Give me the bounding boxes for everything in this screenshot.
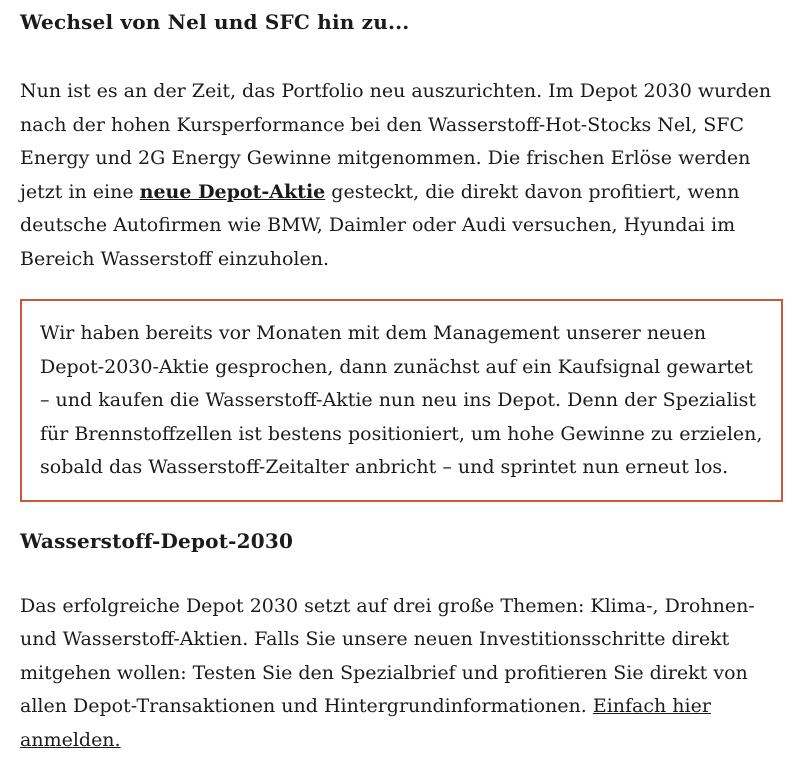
intro-paragraph-text-after: gesteckt, die direkt davon profitiert, wenn deutsche Autofirmen wie BMW, Daimler oder Audi versuchen, Hyundai im Bereich Wasserstoff einzuholen. <box>20 180 740 270</box>
spacer <box>20 35 783 75</box>
depot-aktie-link[interactable]: neue Depot-Aktie <box>139 180 326 203</box>
callout-paragraph: Wir haben bereits vor Monaten mit dem Management unserer neuen Depot-2030-Aktie gesprochen, dann zunächst auf ein Kaufsignal gewartet – und kaufen die Wasserstoff-Aktie nun neu ins Depot. Denn der Spezialist für Brennstoffzellen ist bestens positioniert, um hohe Gewinne zu erzielen, sobald das Wasserstoff-Zeitalter anbricht – und sprintet nun erneut los. <box>40 322 763 478</box>
signup-link[interactable]: Einfach hier anmelden. <box>20 695 711 751</box>
closing-paragraph-text: Das erfolgreiche Depot 2030 setzt auf drei große Themen: Klima-, Drohnen- und Wasserstoff-Aktien. Falls Sie unsere neuen Investitionsschritte direkt mitgehen wollen: Testen Sie den Spezialbrief und profitieren Sie direkt von allen Depot-Transaktionen und Hintergrundinformationen. <box>20 594 755 717</box>
intro-paragraph-text-before: Nun ist es an der Zeit, das Portfolio neu auszurichten. Im Depot 2030 wurden nach der hohen Kursperformance bei den Wasserstoff-Hot-Stocks Nel, SFC Energy und 2G Energy Gewinne mitgenommen. Die frischen Erlöse werden jetzt in eine <box>20 80 772 203</box>
section-heading-wasserstoff-depot: Wasserstoff-Depot-2030 <box>20 528 294 553</box>
intro-paragraph <box>20 75 783 276</box>
spacer <box>20 554 783 590</box>
spacer <box>20 502 783 528</box>
closing-paragraph <box>20 590 783 758</box>
highlight-box <box>20 299 783 502</box>
spacer <box>20 276 783 299</box>
section-heading-wechsel: Wechsel von Nel und SFC hin zu... <box>20 10 410 34</box>
